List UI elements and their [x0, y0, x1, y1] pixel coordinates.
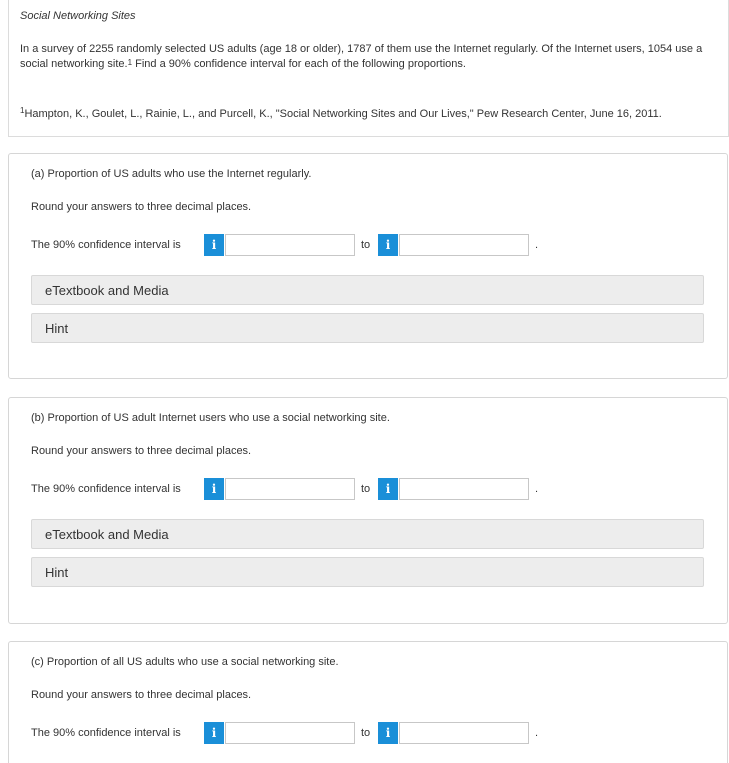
part-b-upper-input[interactable]	[399, 478, 529, 500]
part-c-label: (c) Proportion of all US adults who use a social networking site.	[31, 656, 339, 668]
part-a-label: (a) Proportion of US adults who use the Internet regularly.	[31, 168, 312, 180]
to-label: to	[361, 727, 371, 739]
part-a-card	[8, 153, 728, 379]
hint-toggle[interactable]	[31, 557, 704, 587]
part-c-ci-row	[31, 721, 551, 745]
footnote	[20, 108, 662, 120]
ci-label: The 90% confidence interval is	[31, 483, 181, 495]
to-label: to	[361, 239, 371, 251]
etextbook-media-label: eTextbook and Media	[45, 283, 169, 298]
ci-label: The 90% confidence interval is	[31, 727, 181, 739]
part-c-upper-input[interactable]	[399, 722, 529, 744]
ci-label: The 90% confidence interval is	[31, 239, 181, 251]
info-icon[interactable]: i	[204, 234, 224, 256]
part-c-card	[8, 641, 728, 763]
part-b-card	[8, 397, 728, 624]
info-icon[interactable]: i	[204, 478, 224, 500]
footnote-text: Hampton, K., Goulet, L., Rainie, L., and Purcell, K., "Social Networking Sites and Our Lives," Pew Research Center, June 16, 2011.	[24, 108, 662, 120]
part-a-ci-row	[31, 233, 551, 257]
info-icon[interactable]: i	[204, 722, 224, 744]
question-body	[20, 42, 720, 72]
part-a-upper-input[interactable]	[399, 234, 529, 256]
footnote-marker: 1	[127, 58, 133, 67]
hint-label: Hint	[45, 321, 69, 336]
hint-toggle[interactable]	[31, 313, 704, 343]
period: .	[535, 727, 539, 739]
period: .	[535, 483, 539, 495]
part-b-label: (b) Proportion of US adult Internet users who use a social networking site.	[31, 412, 390, 424]
part-c-lower-input[interactable]	[225, 722, 355, 744]
to-label: to	[361, 483, 371, 495]
part-c-round-note: Round your answers to three decimal places.	[31, 689, 252, 701]
question-title: Social Networking Sites	[20, 10, 136, 22]
part-a-round-note: Round your answers to three decimal places.	[31, 201, 252, 213]
etextbook-media-toggle[interactable]	[31, 275, 704, 305]
hint-label: Hint	[45, 565, 69, 580]
part-b-lower-input[interactable]	[225, 478, 355, 500]
etextbook-media-toggle[interactable]	[31, 519, 704, 549]
footnote-number: 1	[20, 106, 25, 115]
intro-card	[8, 0, 729, 137]
part-a-lower-input[interactable]	[225, 234, 355, 256]
etextbook-media-label: eTextbook and Media	[45, 527, 169, 542]
period: .	[535, 239, 539, 251]
info-icon[interactable]: i	[378, 722, 398, 744]
part-b-ci-row	[31, 477, 551, 501]
question-body-tail: Find a 90% confidence interval for each of the following proportions.	[132, 58, 466, 70]
part-b-round-note: Round your answers to three decimal places.	[31, 445, 252, 457]
question-body-text: In a survey of 2255 randomly selected US adults (age 18 or older), 1787 of them use the Internet regularly. Of the Internet users, 1054 use a social networking site.	[20, 43, 703, 70]
info-icon[interactable]: i	[378, 234, 398, 256]
info-icon[interactable]: i	[378, 478, 398, 500]
